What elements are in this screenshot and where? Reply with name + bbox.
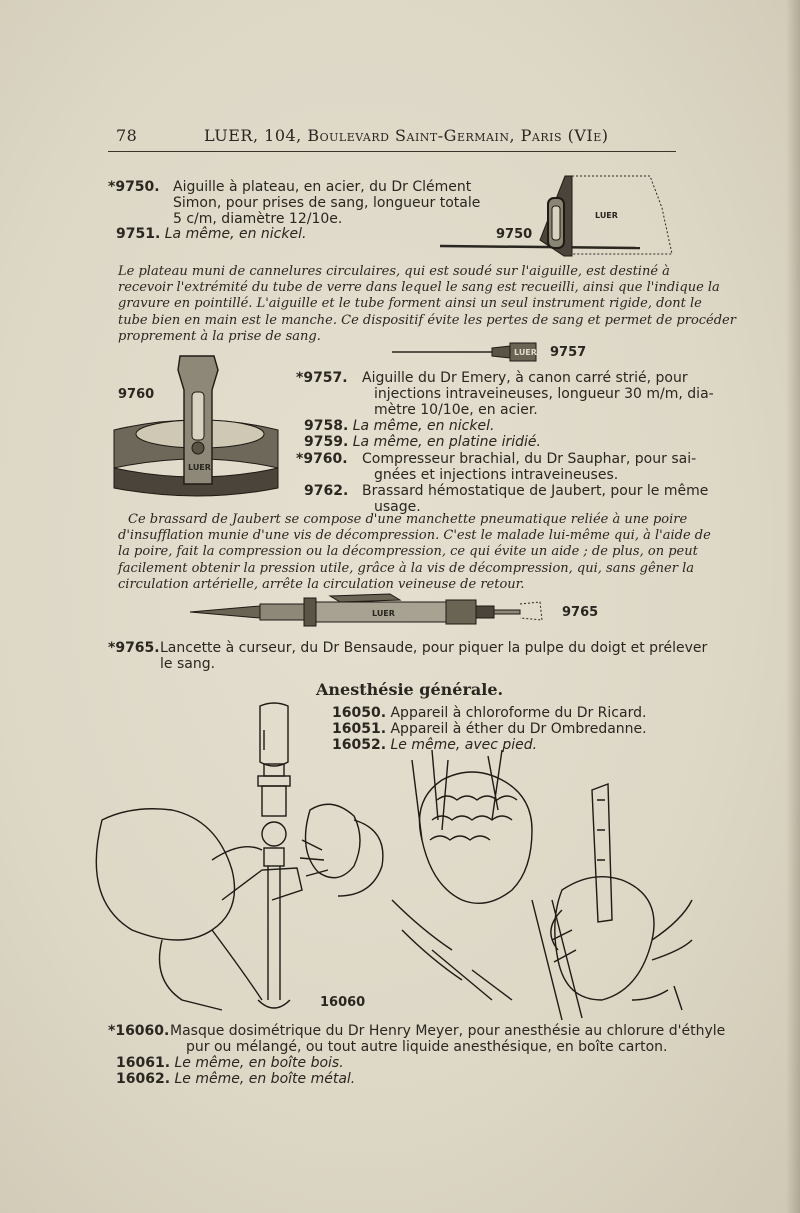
item-9765-line1: Lancette à curseur, du Dr Bensaude, pour piquer la pulpe du doigt et prélever bbox=[160, 640, 708, 656]
item-number: *16060. bbox=[108, 1023, 170, 1039]
item-9750-line2: Simon, pour prises de sang, longueur totale bbox=[173, 195, 481, 211]
section-heading: Anesthésie générale. bbox=[316, 680, 504, 699]
item-number: 16062. bbox=[116, 1071, 171, 1087]
item-9762-line2: usage. bbox=[374, 499, 421, 515]
figure-label-9760: 9760 bbox=[118, 387, 155, 402]
item-number: *9765. bbox=[108, 640, 160, 656]
item-number: 9759. bbox=[304, 434, 349, 450]
item-9750-line3: 5 c/m, diamètre 12/10e. bbox=[173, 211, 343, 227]
item-9762-line1: Brassard hémostatique de Jaubert, pour le même bbox=[362, 483, 709, 499]
item-number: 9751. bbox=[116, 226, 161, 242]
item-text: La même, en platine iridié. bbox=[352, 434, 541, 450]
figure-label-9757: 9757 bbox=[550, 345, 587, 360]
para-line: recevoir l'extrémité du tube de verre dans lequel le sang est recueilli, ainsi que l'indique la bbox=[118, 280, 720, 296]
item-number: *9757. bbox=[296, 370, 348, 386]
item-9750 bbox=[108, 179, 160, 195]
item-number: *9760. bbox=[296, 451, 348, 467]
item-number: 9758. bbox=[304, 418, 349, 434]
item-number: 16052. bbox=[332, 737, 387, 753]
figure-brand: LUER bbox=[595, 211, 618, 220]
para-line: tube bien en main est le manche. Ce dispositif évite les pertes de sang et permet de procéder bbox=[118, 312, 736, 328]
item-9759 bbox=[304, 434, 541, 450]
para-line: Le plateau muni de cannelures circulaires, qui est soudé sur l'aiguille, est destiné à bbox=[118, 264, 670, 279]
item-number: 16051. bbox=[332, 721, 387, 737]
para-line: proprement à la prise de sang. bbox=[118, 328, 321, 344]
running-title: LUER, 104, Boulevard Saint-Germain, Paris (VIe) bbox=[204, 126, 609, 145]
item-9760-line1: Compresseur brachial, du Dr Sauphar, pour sai- bbox=[362, 451, 697, 467]
para-line: Ce brassard de Jaubert se compose d'une manchette pneumatique reliée à une poire bbox=[128, 512, 688, 527]
item-number: 16050. bbox=[332, 705, 387, 721]
figure-label-9765: 9765 bbox=[562, 605, 599, 620]
item-text: Le même, avec pied. bbox=[390, 737, 538, 753]
item-9765 bbox=[108, 640, 160, 656]
para-line: la poire, fait la compression ou la décompression, ce qui évite un aide ; de plus, on peut bbox=[118, 544, 698, 560]
para-line: circulation artérielle, arrête la circulation veineuse de retour. bbox=[118, 576, 525, 592]
item-number: 16061. bbox=[116, 1055, 171, 1071]
item-9751 bbox=[116, 226, 306, 242]
para-line: d'insufflation munie d'une vis de décompression. C'est le malade lui-même qui, à l'aide de bbox=[118, 528, 711, 544]
item-text: Le même, en boîte métal. bbox=[174, 1071, 356, 1087]
figure-brand: LUER bbox=[514, 348, 537, 357]
figure-16060-anesthesia-mask bbox=[92, 700, 697, 1018]
para-line: facilement obtenir la pression utile, grâce à la vis de décompression, qui, sans gêner la bbox=[118, 560, 694, 576]
page-edge-shadow bbox=[786, 0, 800, 1213]
item-number: 9762. bbox=[304, 483, 349, 499]
figure-9757-needle bbox=[392, 340, 592, 364]
paragraph-jaubert bbox=[118, 512, 711, 593]
item-16060-line1: Masque dosimétrique du Dr Henry Meyer, pour anesthésie au chlorure d'éthyle bbox=[170, 1023, 726, 1039]
item-9760 bbox=[296, 451, 348, 467]
item-text: La même, en nickel. bbox=[352, 418, 495, 434]
header-rule bbox=[108, 151, 676, 152]
figure-9760-brachial-compressor bbox=[108, 350, 288, 498]
item-text: Appareil à chloroforme du Dr Ricard. bbox=[390, 705, 647, 721]
item-16062 bbox=[116, 1071, 355, 1087]
page-number: 78 bbox=[116, 126, 138, 145]
item-9757-line1: Aiguille du Dr Emery, à canon carré strié, pour bbox=[362, 370, 688, 386]
item-16060 bbox=[108, 1023, 169, 1039]
item-9750-line1: Aiguille à plateau, en acier, du Dr Clément bbox=[173, 179, 472, 195]
item-9757-line3: mètre 10/10e, en acier. bbox=[374, 402, 538, 418]
page-header bbox=[116, 126, 676, 150]
item-9757 bbox=[296, 370, 348, 386]
item-9760-line2: gnées et injections intraveineuses. bbox=[374, 467, 619, 483]
item-text: Appareil à éther du Dr Ombredanne. bbox=[390, 721, 647, 737]
item-text: Le même, en boîte bois. bbox=[174, 1055, 344, 1071]
item-9757-line2: injections intraveineuses, longueur 30 m/m, dia- bbox=[374, 386, 714, 402]
paragraph-plateau bbox=[118, 264, 736, 345]
item-16061 bbox=[116, 1055, 344, 1071]
figure-9765-lancet bbox=[190, 588, 610, 634]
para-line: gravure en pointillé. L'aiguille et le tube forment ainsi un seul instrument rigide, dont le bbox=[118, 296, 702, 312]
item-9762 bbox=[304, 483, 348, 499]
figure-9750-needle bbox=[440, 168, 690, 260]
figure-brand: LUER bbox=[188, 463, 211, 472]
item-16060-line2: pur ou mélangé, ou tout autre liquide anesthésique, en boîte carton. bbox=[186, 1039, 668, 1055]
figure-label-16060: 16060 bbox=[320, 995, 366, 1010]
item-text: La même, en nickel. bbox=[164, 226, 307, 242]
figure-label-9750: 9750 bbox=[496, 227, 533, 242]
figure-brand: LUER bbox=[372, 609, 395, 618]
item-9758 bbox=[304, 418, 494, 434]
item-9765-line2: le sang. bbox=[160, 656, 216, 672]
item-number: *9750. bbox=[108, 179, 160, 195]
